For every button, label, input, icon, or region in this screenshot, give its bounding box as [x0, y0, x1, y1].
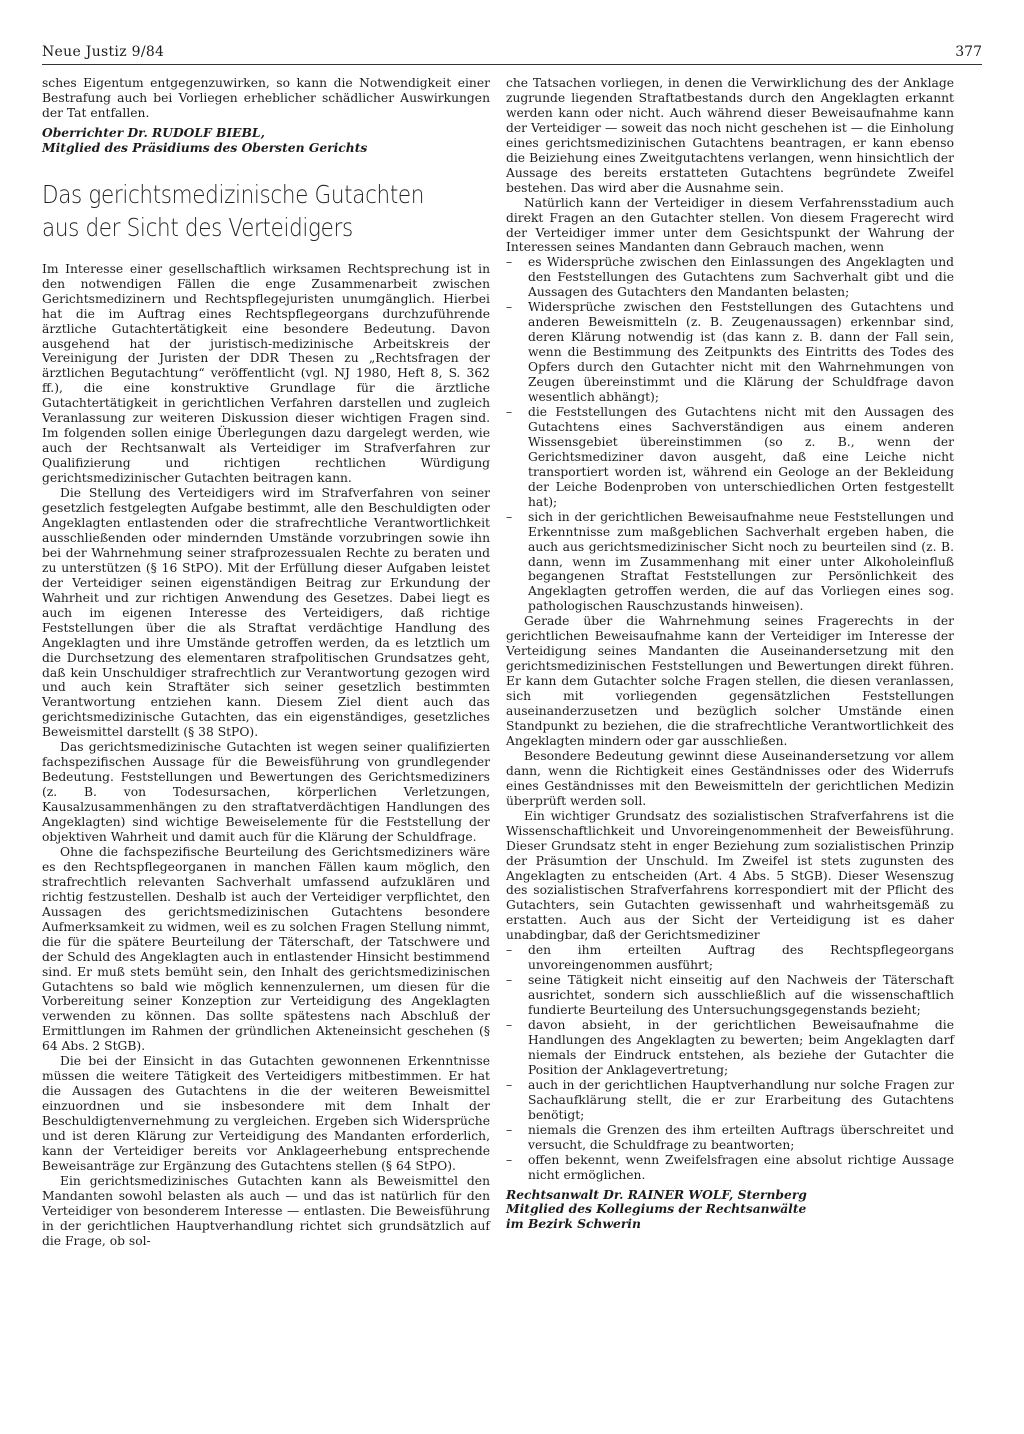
body-paragraph: Die bei der Einsicht in das Gutachten gewonnenen Erkenntnisse müssen die weitere Tätigkeit des Verteidigers mitbestimmen. Er hat die Aussagen des Gutachtens in die der weiteren Beweismittel einzuordnen und sie insbesondere mit dem Inhalt der Beschuldigtenvernehmung zu vergleichen. Ergeben sich Widersprüche und ist deren Klärung zur Verteidigung des Mandanten erforderlich, kann der Verteidiger bereits vor Anklageerhebung entsprechende Beweisanträge zur Ergänzung des Gutachtens stellen (§ 64 StPO).: [42, 1054, 490, 1173]
right-column: [506, 76, 954, 1254]
list-item: – seine Tätigkeit nicht einseitig auf den Nachweis der Täterschaft ausrichtet, sondern sich ausschließlich auf die wissenschaftlich fundierte Beurteilung des Untersuchungsgegenstands bezieht;: [506, 973, 954, 1018]
running-head: [42, 44, 982, 65]
previous-author-role: Mitglied des Präsidiums des Obersten Gerichts: [42, 139, 368, 155]
list-item: – niemals die Grenzen des ihm erteilten Auftrags überschreitet und versucht, die Schuldfrage zu beantworten;: [506, 1123, 954, 1153]
author-role: Mitglied des Kollegiums der Rechtsanwälte: [506, 1201, 807, 1217]
previous-article-signature: [42, 126, 490, 156]
body-paragraph: Gerade über die Wahrnehmung seines Fragerechts in der gerichtlichen Beweisaufnahme kann der Verteidiger im Interesse der Verteidigung seines Mandanten die Auseinandersetzung mit den gerichtsmedizinischen Feststellungen und Bewertungen direkt führen. Er kann dem Gutachter solche Fragen stellen, die diesen veranlassen, sich mit vorliegenden gegensätzlichen Feststellungen auseinanderzusetzen und bezüglich solcher Umstände einen Standpunkt zu beziehen, die die strafrechtliche Verantwortlichkeit des Angeklagten mindern oder gar ausschließen.: [506, 614, 954, 748]
body-paragraph: Die Stellung des Verteidigers wird im Strafverfahren von seiner gesetzlich festgelegten Aufgabe bestimmt, alle den Beschuldigten oder Angeklagten entlastenden oder die strafrechtliche Verantwortlichkeit ausschließenden oder mindernden Umstände vorzubringen sowie ihn bei der Wahrnehmung seiner strafprozessualen Rechte zu beraten und zu unterstützen (§ 16 StPO). Mit der Erfüllung dieser Aufgaben leistet der Verteidiger seinen eigenständigen Beitrag zur Erkundung der Wahrheit und zur richtigen Anwendung des Gesetzes. Dabei liegt es auch im eigenen Interesse des Verteidigers, daß richtige Feststellungen über die als Straftat verdächtige Handlung des Angeklagten und ihre Umstände getroffen werden, da es letztlich um die Durchsetzung des elementaren strafpolitischen Grundsatzes geht, daß kein Unschuldiger strafrechtlich zur Verantwortung gezogen wird und auch kein Straftäter sich seiner gesetzlich bestimmten Verantwortung entziehen kann. Diesem Ziel dient auch das gerichtsmedizinische Gutachten, das ein eigenständiges, gesetzliches Beweismittel darstellt (§ 38 StPO).: [42, 486, 490, 740]
author-signature: [506, 1188, 954, 1233]
list-item: – davon absieht, in der gerichtlichen Beweisaufnahme die Handlungen des Angeklagten zu bewerten; beim Angeklagten darf niemals der Eindruck entstehen, als beziehe der Gutachter die Position der Anklagevertretung;: [506, 1018, 954, 1078]
question-intro: Natürlich kann der Verteidiger in diesem Verfahrensstadium auch direkt Fragen an den Gutachter stellen. Von diesem Fragerecht wird der Verteidiger immer unter dem Gesichtspunkt der Wahrung der Interessen seines Mandanten dann Gebrauch machen, wenn: [506, 195, 954, 255]
list-item: – es Widersprüche zwischen den Einlassungen des Angeklagten und den Feststellungen des Gutachtens zum Sachverhalt gibt und die Aussagen des Gutachters den Mandanten belasten;: [506, 255, 954, 300]
body-paragraph: Ein wichtiger Grundsatz des sozialistischen Strafverfahrens ist die Wissenschaftlichkeit und Unvoreingenommenheit der Beweisführung. Dieser Grundsatz steht in enger Beziehung zum sozialistischen Prinzip der Präsumtion der Unschuld. Im Zweifel ist stets zugunsten des Angeklagten zu entscheiden (Art. 4 Abs. 5 StGB). Dieser Wesenszug des sozialistischen Strafverfahrens korrespondiert mit der Pflicht des Gutachters, sein Gutachten gewissenhaft und wahrheitsgemäß zu erstatten. Auch aus der Sicht der Verteidigung ist es daher unabdingbar, daß der Gerichtsmediziner: [506, 808, 954, 943]
author-name: Rechtsanwalt Dr. RAINER WOLF, Sternberg: [506, 1186, 807, 1202]
duty-list: [506, 943, 954, 1182]
author-district: im Bezirk Schwerin: [506, 1216, 641, 1232]
question-list: [506, 255, 954, 614]
list-item: – Widersprüche zwischen den Feststellungen des Gutachtens und anderen Beweismitteln (z. B. Zeugenaussagen) erkennbar sind, deren Klärung notwendig ist (das kann z. B. dann der Fall sein, wenn die Bestimmung des Zeitpunkts des Eintritts des Todes des Opfers durch den Gutachter nicht mit den Wahrnehmungen von Zeugen übereinstimmt und die Klärung der Schuldfrage davon wesentlich abhängt);: [506, 300, 954, 405]
previous-article-ending: sches Eigentum entgegenzuwirken, so kann die Notwendigkeit einer Bestrafung auch bei Vorliegen erheblicher schädlicher Auswirkungen der Tat entfallen.: [42, 76, 490, 120]
previous-author-name: Oberrichter Dr. RUDOLF BIEBL,: [42, 124, 265, 140]
body-paragraph: Besondere Bedeutung gewinnt diese Auseinandersetzung vor allem dann, wenn die Richtigkeit eines Geständnisses oder des Widerrufs eines Geständnisses mit den Beweismitteln der gerichtlichen Medizin überprüft werden soll.: [506, 748, 954, 808]
list-item: – offen bekennt, wenn Zweifelsfragen eine absolut richtige Aussage nicht ermöglichen.: [506, 1153, 954, 1183]
list-item: – die Feststellungen des Gutachtens nicht mit den Aussagen des Gutachtens eines Sachverständigen aus einem anderen Wissensgebiet übereinstimmen (so z. B., wenn der Gerichtsmediziner davon ausgeht, daß eine Leiche nicht transportiert worden ist, während ein Geologe an der Bekleidung der Leiche Bodenproben von unterschiedlichen Orten festgestellt hat);: [506, 405, 954, 510]
body-paragraph: Ohne die fachspezifische Beurteilung des Gerichtsmediziners wäre es den Rechtspflegeorganen in manchen Fällen kaum möglich, den strafrechtlich relevanten Sachverhalt umfassend aufzuklären und richtig festzustellen. Deshalb ist auch der Verteidiger verpflichtet, den Aussagen des gerichtsmedizinischen Gutachtens besondere Aufmerksamkeit zu widmen, weil es zu solchen Fragen Stellung nimmt, die für die spätere Beurteilung der Täterschaft, der Tatschwere und der Schuld des Angeklagten auch in entlastender Hinsicht bestimmend sind. Er muß stets bemüht sein, den Inhalt des gerichtsmedizinischen Gutachtens so bald wie möglich kennenzulernen, um diesen für die Vorbereitung seiner Konzeption zur Verteidigung des Angeklagten verwenden zu können. Das sollte spätestens nach Abschluß der Ermittlungen im Rahmen der gründlichen Akteneinsicht geschehen (§ 64 Abs. 2 StGB).: [42, 844, 490, 1054]
journal-issue: Neue Justiz 9/84: [42, 44, 165, 60]
list-item: – auch in der gerichtlichen Hauptverhandlung nur solche Fragen zur Sachaufklärung stellt, die er zur Erarbeitung des Gutachtens benötigt;: [506, 1078, 954, 1123]
page-number: 377: [955, 44, 982, 60]
left-column: [42, 76, 490, 1249]
body-paragraph: Das gerichtsmedizinische Gutachten ist wegen seiner qualifizierten fachspezifischen Aussage für die Beweisführung von grundlegender Bedeutung. Feststellungen und Bewertungen des Gerichtsmediziners (z. B. von Todesursachen, körperlichen Verletzungen, Kausalzusammenhängen zu den straftatverdächtigen Handlungen des Angeklagten) sind wichtige Beweiselemente für die Feststellung der objektiven Wahrheit und damit auch für die Klärung der Schuldfrage.: [42, 740, 490, 844]
body-paragraph: Im Interesse einer gesellschaftlich wirksamen Rechtsprechung ist in den notwendigen Fällen die enge Zusammenarbeit zwischen Gerichtsmedizinern und Rechtspflegejuristen unumgänglich. Hierbei hat die im Auftrag eines Rechtspflegeorgans durchzuführende ärztliche Gutachtertätigkeit eine besondere Bedeutung. Davon ausgehend hat der juristisch-medizinische Arbeitskreis der Vereinigung der Juristen der DDR Thesen zu „Rechtsfragen der ärztlichen Begutachtung“ veröffentlicht (vgl. NJ 1980, Heft 8, S. 362 ff.), die eine konstruktive Grundlage für die ärztliche Gutachtertätigkeit in gerichtlichen Verfahren darstellen und zugleich Veranlassung zur weiteren Diskussion dieser wichtigen Fragen sind. Im folgenden sollen einige Überlegungen dazu dargelegt werden, wie auch der Rechtsanwalt als Verteidiger im Strafverfahren zur Qualifizierung und richtigen rechtlichen Würdigung gerichtsmedizinischer Gutachten beitragen kann.: [42, 261, 490, 486]
body-paragraph: Ein gerichtsmedizinisches Gutachten kann als Beweismittel den Mandanten sowohl belasten als auch — und das ist natürlich für den Verteidiger von besonderem Interesse — entlasten. Die Beweisführung in der gerichtlichen Hauptverhandlung richtet sich grundsätzlich auf die Frage, ob sol-: [42, 1173, 490, 1248]
list-item: – den ihm erteilten Auftrag des Rechtspflegeorgans unvoreingenommen ausführt;: [506, 943, 954, 973]
continued-paragraph: che Tatsachen vorliegen, in denen die Verwirklichung des der Anklage zugrunde liegenden Straftatbestands durch den Angeklagten erkannt werden kann oder nicht. Auch während dieser Beweisaufnahme kann der Verteidiger — soweit das noch nicht geschehen ist — die Einholung eines gerichtsmedizinischen Gutachtens beantragen, er kann ebenso die Beiziehung eines Zweitgutachtens verlangen, wenn hinsichtlich der Aussage des bereits erstatteten Gutachtens begründete Zweifel bestehen. Das wird aber die Ausnahme sein.: [506, 76, 954, 195]
list-item: – sich in der gerichtlichen Beweisaufnahme neue Feststellungen und Erkenntnisse zum maßgeblichen Sachverhalt ergeben haben, die auch aus gerichtsmedizinischer Sicht noch zu beurteilen sind (z. B. dann, wenn im Zusammenhang mit einer unter Alkoholeinfluß begangenen Straftat Feststellungen zur Persönlichkeit des Angeklagten getroffen werden, die auf das Vorliegen eines sog. pathologischen Rauschzustands hinweisen).: [506, 510, 954, 615]
article-title: [42, 178, 489, 244]
article-title-line-1: Das gerichtsmedizinische Gutachten: [42, 179, 425, 209]
article-title-line-2: aus der Sicht des Verteidigers: [42, 212, 353, 242]
